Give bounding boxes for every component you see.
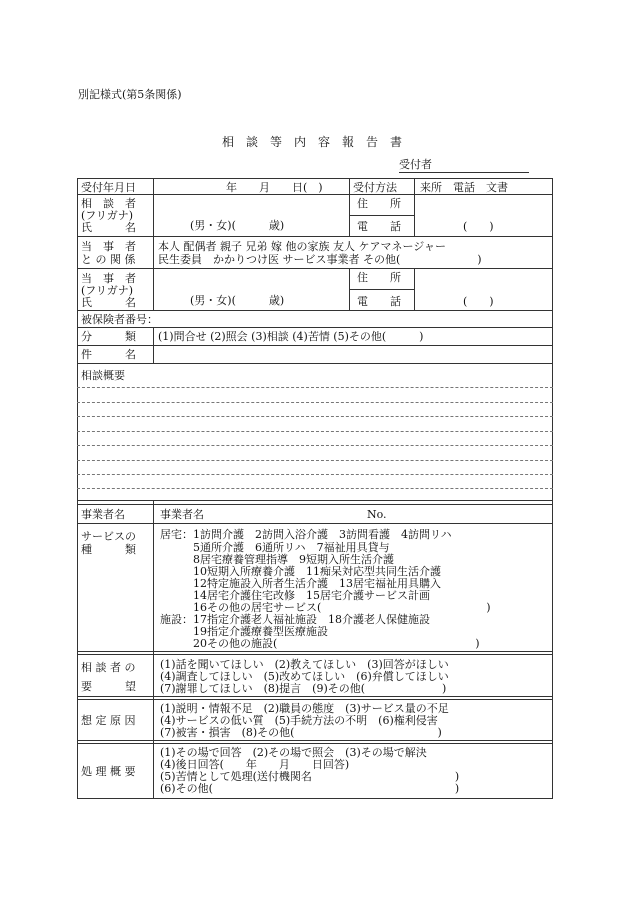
service-type-label-2: 種 類 xyxy=(81,543,136,556)
handling-option-4[interactable]: (6)その他( ) xyxy=(160,782,460,795)
request-label: 相 談 者 の xyxy=(81,661,136,674)
relation-label: 当 事 者 xyxy=(81,240,136,253)
service-home-3[interactable]: 8居宅療養管理指導 9短期入所生活介護 xyxy=(160,553,394,566)
handling-option-1[interactable]: (1)その場で回答 (2)その場で照会 (3)その場で解決 xyxy=(160,746,427,759)
cause-label: 想 定 原 因 xyxy=(81,714,136,727)
party-gender-age[interactable]: (男・女)( 歳) xyxy=(190,294,285,307)
cause-option-2[interactable]: (4)サービスの低い質 (5)手続方法の不明 (6)権利侵害 xyxy=(160,714,438,727)
service-home-2[interactable]: 5通所介護 6通所リハ 7福祉用具貸与 xyxy=(160,541,390,554)
insured-number-label: 被保険者番号： xyxy=(81,313,158,326)
form-reference: 別記様式(第5条関係) xyxy=(78,88,182,101)
request-label-2: 要 望 xyxy=(81,680,136,693)
provider-name-label: 事業者名 xyxy=(160,508,204,521)
party-address-label: 住 所 xyxy=(357,271,401,284)
consultant-label: 相 談 者 xyxy=(81,197,136,210)
consultant-furigana-label: (フリガナ) xyxy=(81,209,134,222)
consultant-gender-age[interactable]: (男・女)( 歳) xyxy=(190,219,285,232)
handling-option-3[interactable]: (5)苦情として処理(送付機関名 ) xyxy=(160,770,460,783)
consultant-address-label: 住 所 xyxy=(357,197,401,210)
cause-option-1[interactable]: (1)説明・情報不足 (2)職員の態度 (3)サービス量の不足 xyxy=(160,702,449,715)
party-label: 当 事 者 xyxy=(81,272,136,285)
summary-label: 相談概要 xyxy=(81,369,125,382)
received-method-label: 受付方法 xyxy=(353,181,397,194)
handling-option-2[interactable]: (4)後日回答( 年 月 日回答) xyxy=(160,758,350,771)
category-options[interactable]: (1)問合せ (2)照会 (3)相談 (4)苦情 (5)その他( ) xyxy=(158,330,424,343)
relation-options-1[interactable]: 本人 配偶者 親子 兄弟 嫁 他の家族 友人 ケアマネージャー xyxy=(158,240,447,253)
service-home-5[interactable]: 12特定施設入所者生活介護 13居宅福祉用具購入 xyxy=(160,577,441,590)
handling-label: 処 理 概 要 xyxy=(81,765,136,778)
service-home-7[interactable]: 16その他の居宅サービス( ) xyxy=(160,601,491,614)
request-option-2[interactable]: (4)調査してほしい (5)改めてほしい (6)弁償してほしい xyxy=(160,670,449,683)
received-method-options[interactable]: 来所 電話 文書 xyxy=(420,181,508,194)
request-option-3[interactable]: (7)謝罪してほしい (8)提言 (9)その他( ) xyxy=(160,682,447,695)
service-facility-3[interactable]: 20その他の施設( ) xyxy=(160,637,480,650)
service-home-4[interactable]: 10短期入所療養介護 11痴呆対応型共同生活介護 xyxy=(160,565,441,578)
provider-number-label: No. xyxy=(367,508,387,521)
service-facility-1[interactable]: 施設：17指定介護老人福祉施設 18介護老人保健施設 xyxy=(160,613,430,626)
consultant-phone-label: 電 話 xyxy=(357,220,401,233)
party-name-label: 氏 名 xyxy=(81,296,136,309)
relation-options-2[interactable]: 民生委員 かかりつけ医 サービス事業者 その他( ) xyxy=(158,253,482,266)
provider-label: 事業者名 xyxy=(81,508,125,521)
request-option-1[interactable]: (1)話を聞いてほしい (2)教えてほしい (3)回答がほしい xyxy=(160,658,449,671)
consultant-phone-field[interactable]: ( ) xyxy=(463,220,494,233)
party-phone-label: 電 話 xyxy=(357,295,401,308)
receiver-label: 受付者 xyxy=(399,158,432,171)
receiver-underline xyxy=(399,172,529,173)
consultant-name-label: 氏 名 xyxy=(81,221,136,234)
service-facility-2[interactable]: 19指定介護療養型医療施設 xyxy=(160,625,328,638)
received-date-field[interactable]: 年 月 日( ) xyxy=(226,181,323,194)
service-home-1[interactable]: 居宅：1訪問介護 2訪問入浴介護 3訪問看護 4訪問リハ xyxy=(160,528,452,541)
relation-label-2: と の 関 係 xyxy=(81,253,136,266)
received-date-label: 受付年月日 xyxy=(81,181,136,194)
service-type-label: サービスの xyxy=(81,530,136,543)
cause-option-3[interactable]: (7)被害・損害 (8)その他( ) xyxy=(160,726,442,739)
page-title: 相 談 等 内 容 報 告 書 xyxy=(222,135,403,149)
party-furigana-label: (フリガナ) xyxy=(81,284,134,297)
party-phone-field[interactable]: ( ) xyxy=(463,295,494,308)
category-label: 分 類 xyxy=(81,330,136,343)
subject-label: 件 名 xyxy=(81,348,136,361)
service-home-6[interactable]: 14居宅介護住宅改修 15居宅介護サービス計画 xyxy=(160,589,430,602)
